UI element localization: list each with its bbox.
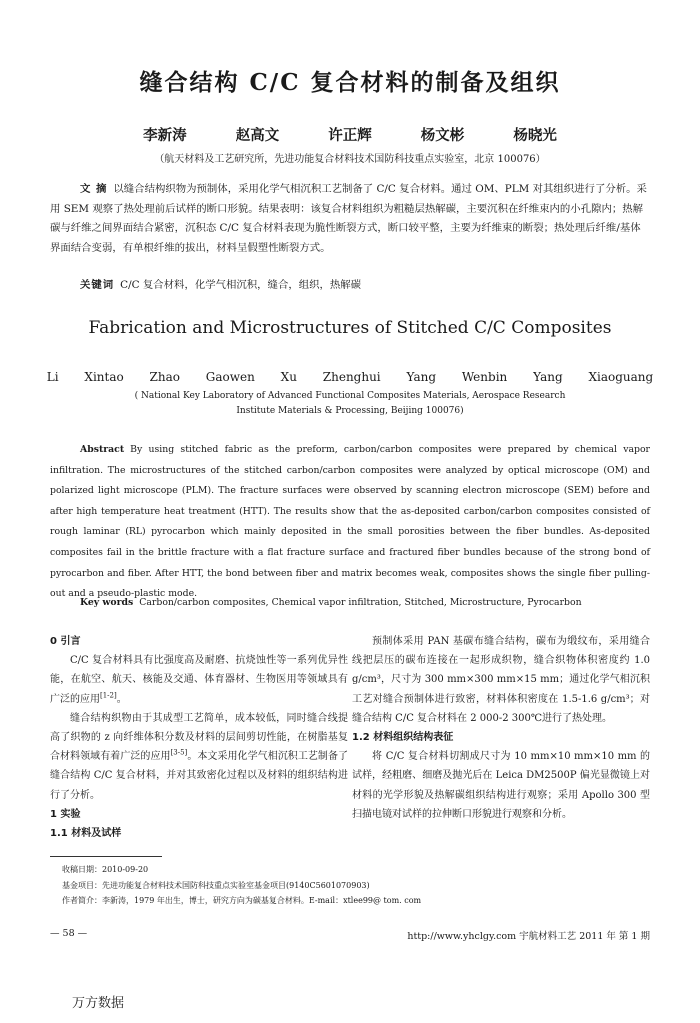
keywords-cn (80, 276, 650, 296)
citation-1-2: [1-2] (100, 691, 117, 700)
section-1-2-paragraph: 将 C/C 复合材料切割成尺寸为 10 mm×10 mm×10 mm 的试样，经粗磨、细磨及抛光后在 Leica DM2500P 偏光显微镜上对材料的光学形貌及热解碳组织结构进行观察；采用 Apollo 300 型扫描电镜对试样的拉伸断口形貌进行观察和分析。 (352, 751, 650, 820)
abstract-en-text: By using stitched fabric as the preform, carbon/carbon composites were prepared by chemical vapor infiltration. The microstructures of the stitched carbon/carbon composites were analyzed by optical microscope (OM) and polarized light microscope (PLM). The fracture surfaces were observed by scanning electron microscope (SEM) before and after high temperature heat treatment (HTT). The results show that the as-deposited carbon/carbon composites consisted of rough laminar (RL) pyrocarbon which mainly deposited in the small porosities between the fiber bundles. As-deposited composites fail in the brittle fracture with a flat fracture surface and fractured fiber bundles because of the strong bond of pyrocarbon and fiber. After HTT, the bond between fiber and matrix becomes weak, composites shows the single fiber pulling-out and a pseudo-plastic mode. (50, 444, 650, 600)
abstract-cn (50, 180, 650, 258)
journal-info: http://www.yhclgy.com 宇航材料工艺 2011 年 第 1 期 (407, 931, 650, 942)
affiliation-cn: （航天材料及工艺研究所，先进功能复合材料技术国防科技重点实验室，北京 100076） (154, 154, 546, 165)
keywords-en-text: Carbon/carbon composites, Chemical vapor infiltration, Stitched, Microstructure, Pyrocarbon (139, 597, 582, 608)
abstract-en-label: Abstract (80, 444, 125, 455)
page-number: — 58 — (50, 928, 88, 939)
section-1-1-paragraph: 预制体采用 PAN 基碳布缝合结构，碳布为缎纹布，采用缝合线把层压的碳布连接在一起形成织物，缝合织物体积密度约 1.0 g/cm³，尺寸为 300 mm×300 mm×15 mm；通过化学气相沉积工艺对缝合预制体进行致密，材料体积密度在 1.5-1.6 g/cm³；对缝合结构 C/C 复合材料在 2 000-2 300℃进行了热处理。 (352, 636, 650, 724)
affiliation-en-line2: Institute Materials & Processing, Beijing 100076) (236, 406, 464, 416)
section-1-heading: 1 实验 (50, 808, 81, 820)
abstract-cn-label: 文 摘 (80, 183, 108, 195)
page-title: 缝合结构 C/C 复合材料的制备及组织 (139, 69, 561, 96)
section-0-paragraph-1: C/C 复合材料具有比强度高及耐磨、抗烧蚀性等一系列优异性能，在航空、航天、核能及交通、体育器材、生物医用等领域具有广泛的应用[1-2]。 (50, 655, 348, 705)
section-0-heading: 0 引言 (50, 636, 81, 647)
authors-en: Li Xintao Zhao Gaowen Xu Zhenghui Yang Wenbin Yang Xiaoguang (46, 370, 654, 384)
footnotes (62, 862, 652, 909)
section-1-2-heading: 1.2 材料组织结构表征 (352, 732, 454, 744)
section-0-paragraph-2: 缝合结构织物由于其成型工艺简单，成本较低，同时缝合线提高了织物的 z 向纤维体积分数及材料的层间剪切性能，在树脂基复合材料领域有着广泛的应用[3-5]。本文采用化学气相沉积工艺制备了缝合结构 C/C 复合材料，并对其致密化过程以及材料的组织结构进行了分析。 (50, 712, 349, 801)
footnote-received: 收稿日期：2010-09-20 (62, 865, 149, 874)
abstract-en (50, 440, 650, 605)
abstract-cn-text: 以缝合结构织物为预制体，采用化学气相沉积工艺制备了 C/C 复合材料。通过 OM、PLM 对其组织进行了分析。采用 SEM 观察了热处理前后试样的断口形貌。结果表明：该复合材料组织为粗糙层热解碳，主要沉积在纤维束内的小孔隙内；热解碳与纤维之间界面结合紧密，沉积态 C/C 复合材料表现为脆性断裂方式，断口较平整，主要为纤维束的断裂；热处理后纤维/基体界面结合变弱，有单根纤维的拔出，材料呈假塑性断裂方式。 (50, 183, 647, 254)
title-en: Fabrication and Microstructures of Stitched C/C Composites (88, 318, 612, 338)
page-footer (50, 928, 650, 942)
footnote-fund: 基金项目：先进功能复合材料技术国防科技重点实验室基金项目(9140C5601070903) (62, 880, 370, 890)
keywords-en-label: Key words (80, 597, 134, 608)
body-left-column (50, 632, 348, 843)
citation-3-5: [3-5] (170, 748, 188, 757)
authors-cn: 李新涛 赵高文 许正辉 杨文彬 杨晓光 (143, 127, 557, 144)
affiliation-en-line1: ( National Key Laboratory of Advanced Functional Composites Materials, Aerospace Research (134, 391, 566, 401)
body-right-column (352, 632, 650, 824)
keywords-en (80, 593, 650, 614)
affiliation-en (0, 389, 700, 419)
keywords-cn-label: 关键词 (80, 279, 115, 291)
footnote-divider (50, 856, 162, 857)
keywords-cn-text: C/C 复合材料，化学气相沉积，缝合，组织，热解碳 (120, 279, 362, 291)
section-1-1-heading: 1.1 材料及试样 (50, 828, 122, 840)
footnote-author: 作者简介：李新涛，1979 年出生，博士，研究方向为碳基复合材料。E-mail：xtlee99@ tom. com (62, 896, 422, 906)
watermark: 万方数据 (72, 996, 125, 1011)
